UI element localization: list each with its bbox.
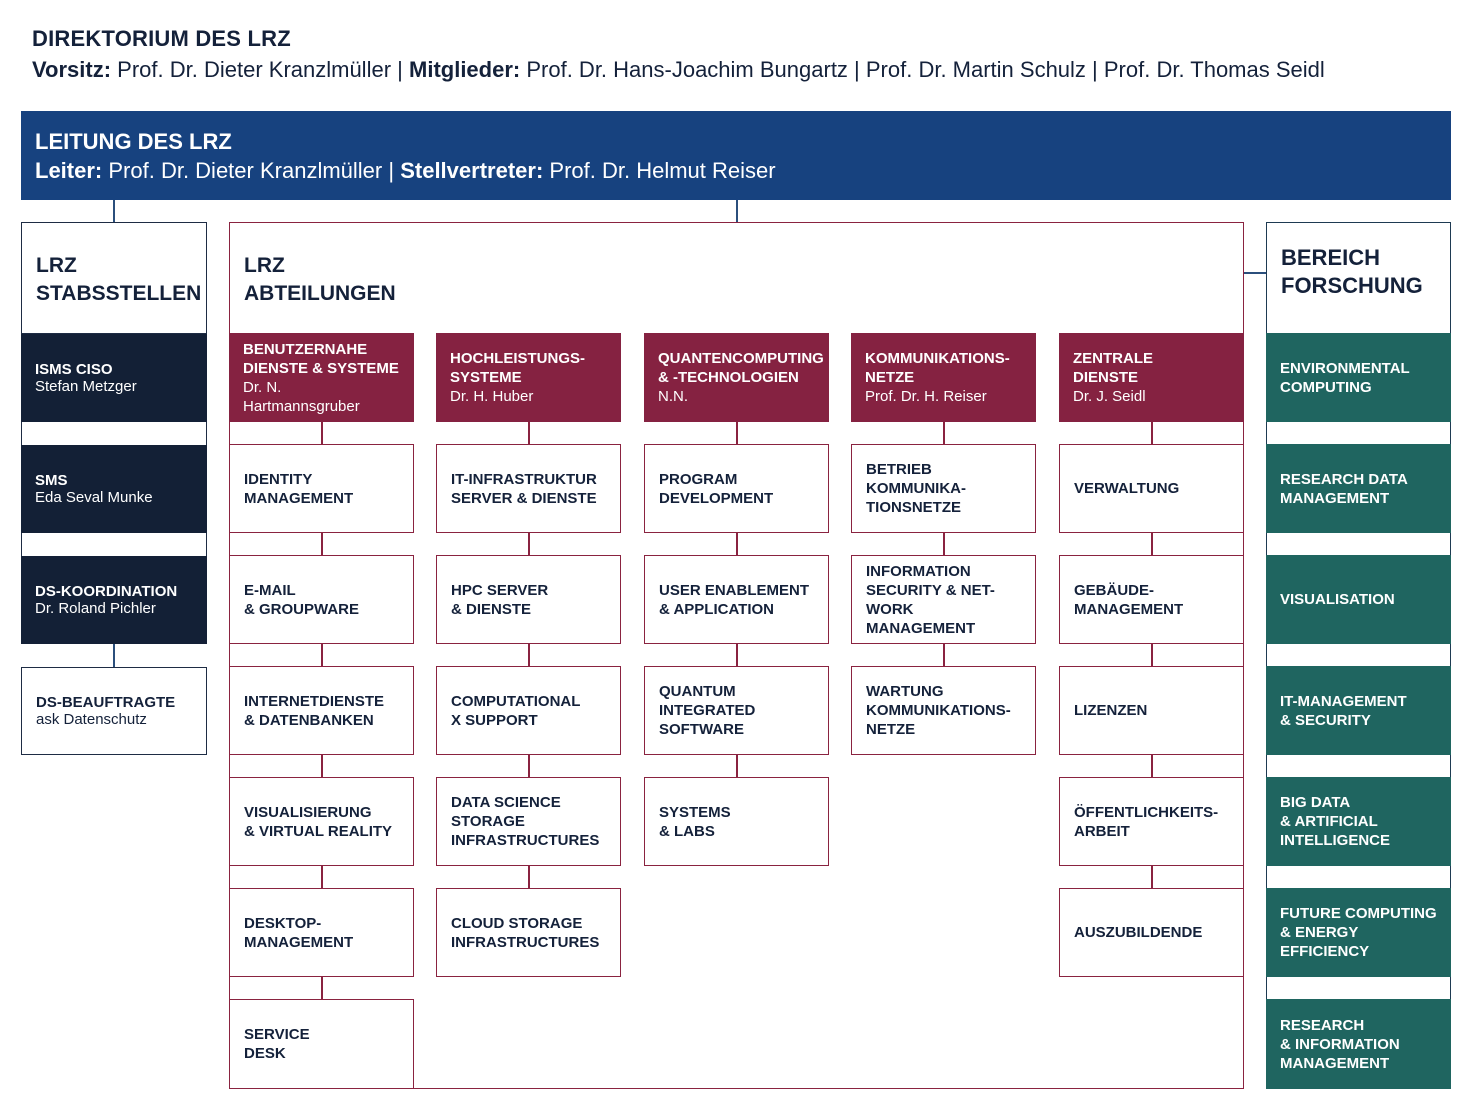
department-title: QUANTENCOMPUTING & -TECHNOLOGIEN (658, 350, 824, 386)
research-information-management (1266, 999, 1451, 1089)
connector-line (1243, 272, 1266, 274)
unit-email-groupware (229, 555, 414, 644)
unit-visualisierung (229, 777, 414, 866)
research-it-management-security (1266, 666, 1451, 755)
department-leader: Dr. H. Huber (450, 388, 534, 405)
spacer-frame (21, 533, 207, 556)
unit-label: COMPUTATIONAL X SUPPORT (451, 692, 581, 729)
unit-wartung-kommunikationsnetze (851, 666, 1036, 755)
unit-label: VERWALTUNG (1074, 480, 1180, 497)
deputy-name: Prof. Dr. Helmut Reiser (549, 158, 776, 183)
department-head-zentrale-dienste (1059, 333, 1244, 422)
department-head-benutzernahe-dienste (229, 333, 414, 422)
unit-label: SERVICE DESK (244, 1026, 310, 1062)
forschung-title: BEREICH FORSCHUNG (1281, 245, 1423, 298)
chair-name: Prof. Dr. Dieter Kranzlmüller (117, 57, 392, 82)
unit-label: DATA SCIENCE STORAGE INFRASTRUCTURES (451, 794, 600, 849)
unit-label: SYSTEMS & LABS (659, 803, 731, 840)
unit-label: IT-INFRASTRUKTUR SERVER & DIENSTE (451, 470, 597, 507)
unit-service-desk (229, 999, 414, 1089)
department-title: ZENTRALE DIENSTE (1073, 350, 1153, 386)
unit-label: INFORMATION SECURITY & NET- WORK MANAGEMENT (866, 562, 995, 637)
research-label: IT-MANAGEMENT & SECURITY (1280, 692, 1407, 729)
stabsstelle-person: ask Datenschutz (36, 711, 147, 728)
connector-line (736, 200, 738, 222)
research-big-data-ai (1266, 777, 1451, 866)
unit-hpc-server (436, 555, 621, 644)
stabsstelle-person: Dr. Roland Pichler (35, 600, 156, 617)
unit-label: QUANTUM INTEGRATED SOFTWARE (659, 683, 756, 738)
connector-line (113, 644, 115, 667)
unit-cloud-storage (436, 888, 621, 977)
unit-label: E-MAIL & GROUPWARE (244, 581, 360, 618)
unit-betrieb-kommunikationsnetze (851, 444, 1036, 533)
leitung-title: LEITUNG DES LRZ (35, 129, 232, 154)
department-leader: Prof. Dr. H. Reiser (865, 388, 987, 405)
unit-program-development (644, 444, 829, 533)
department-title: BENUTZERNAHE DIENSTE & SYSTEME (243, 340, 399, 377)
unit-label: INTERNETDIENSTE & DATENBANKEN (244, 692, 385, 729)
unit-label: VISUALISIERUNG & VIRTUAL REALITY (244, 803, 393, 840)
unit-label: IDENTITY MANAGEMENT (244, 470, 354, 507)
unit-label: BETRIEB KOMMUNIKA- TIONSNETZE (866, 461, 966, 516)
stabsstelle-isms-ciso (21, 334, 207, 422)
unit-systems-labs (644, 777, 829, 866)
unit-auszubildende (1059, 888, 1244, 977)
department-head-quantencomputing (644, 333, 829, 422)
unit-gebaeude-management (1059, 555, 1244, 644)
research-label: BIG DATA & ARTIFICIAL INTELLIGENCE (1280, 794, 1391, 849)
research-label: VISUALISATION (1280, 591, 1395, 608)
unit-information-security (851, 555, 1036, 644)
stabsstelle-ds-beauftragte (21, 667, 207, 755)
abteilungen-title: LRZ ABTEILUNGEN (244, 254, 396, 305)
research-visualisation (1266, 555, 1451, 644)
department-title: KOMMUNIKATIONS- NETZE (865, 350, 1010, 386)
unit-computational-x-support (436, 666, 621, 755)
chair-label: Vorsitz: (32, 57, 112, 82)
department-head-hochleistungssysteme (436, 333, 621, 422)
stabsstelle-title: SMS (35, 472, 68, 489)
stabsstelle-title: DS-KOORDINATION (35, 583, 178, 600)
unit-it-infrastruktur (436, 444, 621, 533)
stabsstelle-title: ISMS CISO (35, 361, 113, 378)
unit-user-enablement (644, 555, 829, 644)
unit-label: LIZENZEN (1074, 702, 1148, 719)
unit-data-science-storage (436, 777, 621, 866)
research-label: ENVIRONMENTAL COMPUTING (1280, 359, 1410, 396)
unit-label: PROGRAM DEVELOPMENT (659, 470, 774, 507)
stabsstellen-title: LRZ STABSSTELLEN (36, 254, 202, 305)
stabsstelle-sms (21, 445, 207, 533)
department-title: HOCHLEISTUNGS- SYSTEME (450, 350, 585, 386)
members-names: Prof. Dr. Hans-Joachim Bungartz | Prof. Dr. Martin Schulz | Prof. Dr. Thomas Seidl (526, 57, 1325, 82)
unit-internetdienste (229, 666, 414, 755)
deputy-label: Stellvertreter: (400, 158, 544, 183)
research-environmental-computing (1266, 333, 1451, 422)
members-label: Mitglieder: (409, 57, 521, 82)
head-name: Prof. Dr. Dieter Kranzlmüller (108, 158, 383, 183)
head-label: Leiter: (35, 158, 103, 183)
stabsstelle-ds-koordination (21, 556, 207, 644)
unit-label: HPC SERVER & DIENSTE (451, 581, 549, 618)
stabsstelle-title: DS-BEAUFTRAGTE (36, 694, 176, 711)
department-leader: N.N. (658, 388, 688, 405)
connector-line (113, 200, 115, 222)
unit-label: USER ENABLEMENT & APPLICATION (659, 581, 810, 618)
direktorium-title: DIREKTORIUM DES LRZ (32, 26, 291, 51)
unit-label: DESKTOP- MANAGEMENT (244, 914, 354, 951)
leitung-bar (21, 111, 1451, 200)
unit-label: WARTUNG KOMMUNIKATIONS- NETZE (866, 683, 1011, 738)
separator: | (388, 158, 395, 183)
unit-identity-management (229, 444, 414, 533)
direktorium-members (32, 57, 1325, 83)
leitung-members (35, 158, 776, 184)
unit-label: ÖFFENTLICHKEITS- ARBEIT (1074, 803, 1219, 840)
department-head-kommunikationsnetze (851, 333, 1036, 422)
unit-label: CLOUD STORAGE INFRASTRUCTURES (451, 914, 600, 951)
unit-desktop-management (229, 888, 414, 977)
unit-quantum-integrated-software (644, 666, 829, 755)
research-label: RESEARCH & INFORMATION MANAGEMENT (1280, 1016, 1400, 1072)
unit-oeffentlichkeitsarbeit (1059, 777, 1244, 866)
stabsstelle-person: Stefan Metzger (35, 378, 137, 395)
spacer-frame (21, 422, 207, 445)
unit-verwaltung (1059, 444, 1244, 533)
stabsstelle-person: Eda Seval Munke (35, 489, 153, 506)
department-leader: Dr. J. Seidl (1073, 388, 1146, 405)
research-label: RESEARCH DATA MANAGEMENT (1280, 470, 1408, 507)
research-future-computing (1266, 888, 1451, 977)
research-label: FUTURE COMPUTING & ENERGY EFFICIENCY (1280, 905, 1437, 960)
separator: | (397, 57, 403, 82)
unit-label: AUSZUBILDENDE (1074, 924, 1203, 941)
unit-label: GEBÄUDE- MANAGEMENT (1074, 581, 1184, 618)
department-leader: Dr. N. Hartmannsgruber (243, 378, 360, 415)
research-data-management (1266, 444, 1451, 533)
unit-lizenzen (1059, 666, 1244, 755)
